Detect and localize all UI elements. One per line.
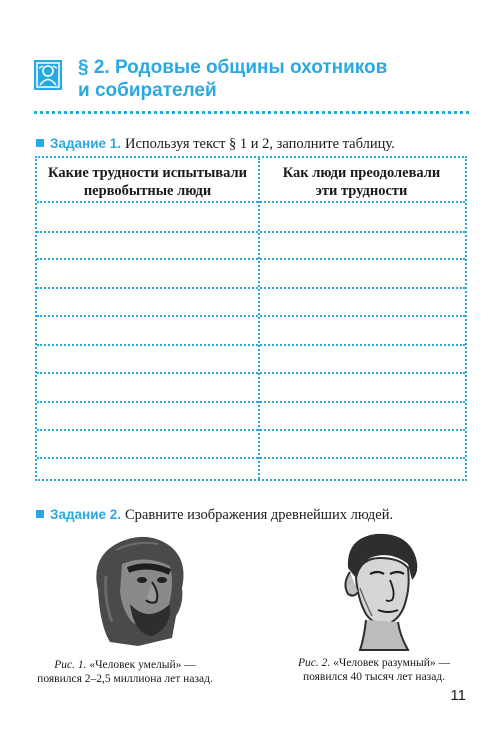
paragraph-ornament-icon — [34, 60, 62, 90]
figure-1-number: Рис. 1. — [54, 659, 87, 671]
figure-1-line-2: появился 2–2,5 миллиона лет назад. — [37, 673, 213, 685]
figure-2-name: «Человек разумный» — — [333, 657, 451, 669]
table-row-line — [37, 231, 465, 233]
title-line-2: и собирателей — [78, 80, 217, 101]
square-bullet-icon — [36, 510, 44, 518]
table-row-line — [37, 372, 465, 374]
table-row-line — [37, 258, 465, 260]
figure-1-caption — [20, 658, 230, 686]
task-1 — [36, 135, 395, 153]
table-row-line — [37, 287, 465, 289]
column-header-solutions: Как люди преодолевали эти трудности — [282, 165, 441, 199]
task-2 — [36, 506, 393, 524]
table-row-line — [37, 401, 465, 403]
figure-2-number: Рис. 2. — [297, 657, 331, 669]
figure-2-line-2: появился 40 тысяч лет назад. — [302, 671, 446, 683]
task-2-label: Задание 2. — [50, 507, 122, 522]
square-bullet-icon — [36, 139, 44, 147]
task-2-text: Сравните изображения древнейших людей. — [125, 507, 394, 523]
table-row-line — [37, 429, 465, 431]
table-row-line — [37, 201, 465, 203]
figure-1-name: «Человек умелый» — — [89, 659, 196, 671]
title-line-1: § 2. Родовые общины охотников — [78, 57, 388, 78]
table-row-line — [37, 457, 465, 459]
table-row-line — [37, 344, 465, 346]
table-row-line — [37, 315, 465, 317]
task-1-label: Задание 1. — [50, 136, 122, 151]
page-title — [78, 56, 478, 102]
column-header-difficulties: Какие трудности испытывали первобытные люди — [48, 165, 247, 199]
homo-sapiens-portrait — [320, 528, 430, 653]
homo-habilis-portrait — [76, 530, 194, 648]
task-1-text: Используя текст § 1 и 2, заполните таблицу. — [125, 136, 395, 152]
page-number: 11 — [450, 687, 466, 704]
figure-2-caption — [274, 656, 474, 684]
header-divider — [34, 111, 469, 114]
worksheet-table — [35, 156, 467, 481]
